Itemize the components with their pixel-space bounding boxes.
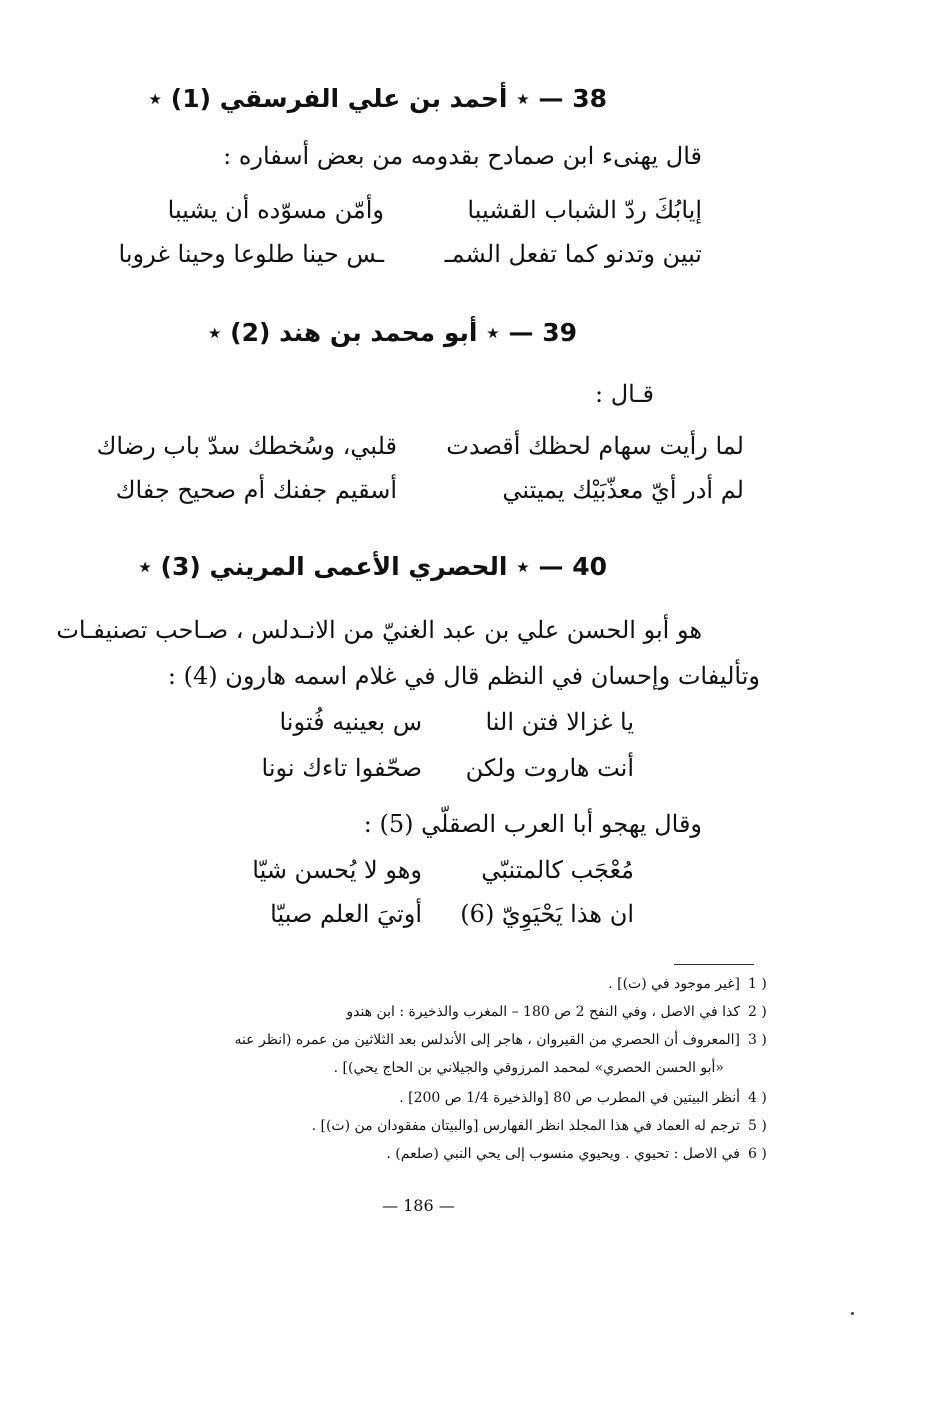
section-intro-line: وتأليفات وإحسان في النظم قال في غلام اسمه هارون (4) : [167,662,760,690]
section-heading-39: 39 — ٭ أبو محمد بن هند (2) ٭ [207,318,577,347]
verse-hemistich: أنت هاروت ولكن [465,754,634,782]
page-number: — 186 — [382,1196,455,1215]
section-intro-38: قال يهنىء ابن صمادح بقدومه من بعض أسفاره : [223,142,702,170]
verse-hemistich: لم أدر أيّ معذّبَيْك يميتني [502,476,744,504]
verse-hemistich: لما رأيت سهام لحظك أقصدت [446,432,744,460]
verse-hemistich: صحّفوا تاءك نونا [261,754,422,782]
footnote-number: 5 ) [748,1118,767,1134]
footnote-number: 6 ) [748,1146,767,1162]
section-intro-line: هو أبو الحسن علي بن عبد الغنيّ من الانـدلس ، صـاحب تصنيفـات [56,616,702,644]
verse-hemistich: وهو لا يُحسن شيّا [252,856,422,884]
footnote-number: 2 ) [748,1004,767,1020]
footnote-number: 1 ) [748,976,767,992]
verse-hemistich: س بعينيه فُتونا [279,708,422,736]
footnote-text: [المعروف أن الحصري من القيروان ، هاجر إلى الأندلس بعد الثلاثين من عمره (انظر عنه [234,1032,740,1048]
footnote-text: في الاصل : تحيوي . ويحيوي منسوب إلى يحي النبي (صلعم) . [386,1146,740,1162]
footnote-text: كذا في الاصل ، وفي النفح 2 ص 180 – المغرب والذخيرة : ابن هندو [346,1004,740,1020]
section-heading-38: 38 — ٭ أحمد بن علي الفرسقي (1) ٭ [148,84,607,113]
scan-speck [851,1312,854,1315]
section-heading-40: 40 — ٭ الحصري الأعمى المريني (3) ٭ [138,552,607,581]
verse-hemistich: قلبي، وسُخطك سدّ باب رضاك [96,432,397,460]
verse-hemistich: إيابُكَ ردّ الشباب القشيبا [467,196,702,224]
footnote-divider [674,964,754,965]
footnote-number: 3 ) [748,1032,767,1048]
verse-hemistich: ـس حينا طلوعا وحينا غروبا [118,240,384,268]
verse-hemistich: ان هذا يَحْيَوِيّ (6) [460,900,634,928]
footnote-continuation: «أبو الحسن الحصري» لمحمد المرزوقي والجيلاني بن الحاج يحي)] . [333,1060,724,1076]
footnote-number: 4 ) [748,1090,767,1106]
section-intro2: وقال يهجو أبا العرب الصقلّي (5) : [363,810,702,838]
verse-hemistich: مُعْجَب كالمتنبّي [481,856,634,884]
section-intro-39: قـال : [595,380,654,408]
verse-hemistich: أسقيم جفنك أم صحيح جفاك [115,476,397,504]
verse-hemistich: يا غزالا فتن النا [485,708,634,736]
verse-hemistich: وأمّن مسوّده أن يشيبا [167,196,384,224]
footnote-text: ترجم له العماد في هذا المجلد انظر الفهارس [والبيتان مفقودان من (ت)] . [311,1118,740,1134]
footnote-text: أنظر البيتين في المطرب ص 80 [والذخيرة 1/4 ص 200] . [399,1090,740,1106]
verse-hemistich: أوتيَ العلم صبيّا [270,900,422,928]
verse-hemistich: تبين وتدنو كما تفعل الشمـ [444,240,702,268]
footnote-text: [غير موجود في (ت)] . [608,976,740,992]
